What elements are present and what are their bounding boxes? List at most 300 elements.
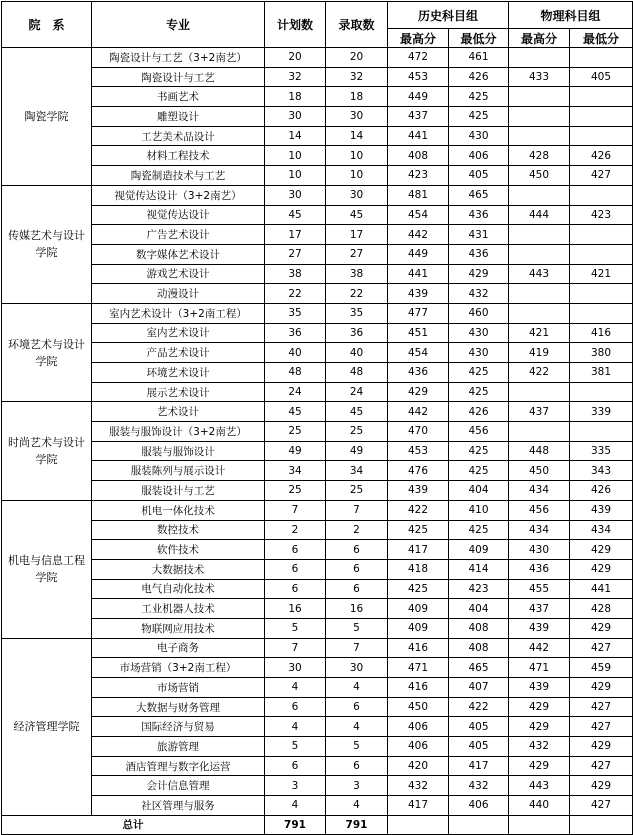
plan-cell: 6 bbox=[265, 540, 326, 560]
plan-cell: 10 bbox=[265, 166, 326, 186]
history-min-cell: 430 bbox=[449, 126, 509, 146]
plan-cell: 48 bbox=[265, 363, 326, 383]
plan-cell: 7 bbox=[265, 638, 326, 658]
table-row bbox=[2, 481, 633, 501]
admit-cell: 4 bbox=[326, 717, 388, 737]
admit-cell: 6 bbox=[326, 697, 388, 717]
admit-cell: 38 bbox=[326, 264, 388, 284]
admit-cell: 22 bbox=[326, 284, 388, 304]
history-max-cell: 441 bbox=[388, 264, 449, 284]
dept-cell: 时尚艺术与设计学院 bbox=[2, 402, 92, 500]
physics-min-cell: 429 bbox=[570, 737, 633, 757]
history-max-cell: 472 bbox=[388, 48, 449, 68]
major-cell: 服装与服饰设计 bbox=[92, 441, 265, 461]
physics-max-cell: 439 bbox=[509, 618, 570, 638]
physics-min-cell bbox=[570, 48, 633, 68]
history-max-cell: 418 bbox=[388, 559, 449, 579]
physics-max-cell: 439 bbox=[509, 678, 570, 698]
physics-min-cell: 405 bbox=[570, 67, 633, 87]
plan-cell: 3 bbox=[265, 776, 326, 796]
table-row bbox=[2, 67, 633, 87]
admit-cell: 24 bbox=[326, 382, 388, 402]
major-cell: 展示艺术设计 bbox=[92, 382, 265, 402]
plan-cell: 2 bbox=[265, 520, 326, 540]
admit-cell: 45 bbox=[326, 205, 388, 225]
admit-cell: 25 bbox=[326, 422, 388, 442]
table-row bbox=[2, 599, 633, 619]
physics-min-cell: 429 bbox=[570, 776, 633, 796]
major-cell: 材料工程技术 bbox=[92, 146, 265, 166]
header-physics-group: 物理科目组 bbox=[509, 2, 633, 29]
history-max-cell: 409 bbox=[388, 618, 449, 638]
major-cell: 陶瓷设计与工艺 bbox=[92, 67, 265, 87]
table-row bbox=[2, 323, 633, 343]
physics-max-cell: 448 bbox=[509, 441, 570, 461]
physics-max-cell: 450 bbox=[509, 461, 570, 481]
dept-cell: 机电与信息工程学院 bbox=[2, 500, 92, 638]
physics-max-cell bbox=[509, 382, 570, 402]
physics-min-cell bbox=[570, 422, 633, 442]
physics-max-cell: 455 bbox=[509, 579, 570, 599]
history-max-cell: 437 bbox=[388, 107, 449, 127]
physics-min-cell bbox=[570, 382, 633, 402]
physics-min-cell: 381 bbox=[570, 363, 633, 383]
plan-cell: 16 bbox=[265, 599, 326, 619]
table-row bbox=[2, 264, 633, 284]
table-row bbox=[2, 284, 633, 304]
physics-min-cell: 427 bbox=[570, 697, 633, 717]
history-min-cell: 432 bbox=[449, 776, 509, 796]
table-row bbox=[2, 225, 633, 245]
major-cell: 电子商务 bbox=[92, 638, 265, 658]
table-row bbox=[2, 107, 633, 127]
physics-min-cell bbox=[570, 303, 633, 323]
admit-cell: 17 bbox=[326, 225, 388, 245]
admit-cell: 18 bbox=[326, 87, 388, 107]
physics-min-cell: 427 bbox=[570, 717, 633, 737]
physics-max-cell: 430 bbox=[509, 540, 570, 560]
history-min-cell: 436 bbox=[449, 205, 509, 225]
physics-min-cell: 429 bbox=[570, 559, 633, 579]
header-physics-min: 最低分 bbox=[570, 29, 633, 48]
table-row bbox=[2, 540, 633, 560]
table-row bbox=[2, 737, 633, 757]
admit-cell: 2 bbox=[326, 520, 388, 540]
physics-max-cell bbox=[509, 126, 570, 146]
history-min-cell: 460 bbox=[449, 303, 509, 323]
admit-cell: 16 bbox=[326, 599, 388, 619]
physics-max-cell bbox=[509, 225, 570, 245]
major-cell: 室内艺术设计 bbox=[92, 323, 265, 343]
physics-min-cell bbox=[570, 225, 633, 245]
admit-cell: 7 bbox=[326, 638, 388, 658]
physics-min-cell: 423 bbox=[570, 205, 633, 225]
header-major: 专业 bbox=[92, 2, 265, 48]
physics-min-cell: 343 bbox=[570, 461, 633, 481]
major-cell: 机电一体化技术 bbox=[92, 500, 265, 520]
history-max-cell: 451 bbox=[388, 323, 449, 343]
major-cell: 服装陈列与展示设计 bbox=[92, 461, 265, 481]
physics-min-cell: 429 bbox=[570, 618, 633, 638]
total-empty-cell bbox=[509, 815, 570, 834]
history-min-cell: 425 bbox=[449, 382, 509, 402]
history-max-cell: 453 bbox=[388, 67, 449, 87]
total-row bbox=[2, 815, 633, 834]
plan-cell: 20 bbox=[265, 48, 326, 68]
physics-min-cell: 459 bbox=[570, 658, 633, 678]
admit-cell: 35 bbox=[326, 303, 388, 323]
major-cell: 市场营销 bbox=[92, 678, 265, 698]
admission-score-table bbox=[1, 1, 633, 835]
major-cell: 软件技术 bbox=[92, 540, 265, 560]
table-row bbox=[2, 382, 633, 402]
major-cell: 旅游管理 bbox=[92, 737, 265, 757]
table-row bbox=[2, 126, 633, 146]
table-row bbox=[2, 422, 633, 442]
physics-max-cell: 442 bbox=[509, 638, 570, 658]
major-cell: 服装设计与工艺 bbox=[92, 481, 265, 501]
history-max-cell: 425 bbox=[388, 520, 449, 540]
total-plan: 791 bbox=[265, 815, 326, 834]
history-max-cell: 454 bbox=[388, 205, 449, 225]
major-cell: 陶瓷制造技术与工艺 bbox=[92, 166, 265, 186]
table-row bbox=[2, 185, 633, 205]
history-min-cell: 425 bbox=[449, 520, 509, 540]
history-min-cell: 430 bbox=[449, 343, 509, 363]
total-admit: 791 bbox=[326, 815, 388, 834]
table-row bbox=[2, 48, 633, 68]
plan-cell: 6 bbox=[265, 697, 326, 717]
physics-min-cell: 428 bbox=[570, 599, 633, 619]
admit-cell: 30 bbox=[326, 185, 388, 205]
major-cell: 室内艺术设计（3+2南工程） bbox=[92, 303, 265, 323]
physics-min-cell bbox=[570, 284, 633, 304]
plan-cell: 4 bbox=[265, 796, 326, 816]
physics-min-cell bbox=[570, 185, 633, 205]
major-cell: 艺术设计 bbox=[92, 402, 265, 422]
header-history-group: 历史科目组 bbox=[388, 2, 509, 29]
physics-max-cell: 421 bbox=[509, 323, 570, 343]
physics-min-cell: 426 bbox=[570, 146, 633, 166]
history-min-cell: 422 bbox=[449, 697, 509, 717]
total-label: 总计 bbox=[2, 815, 265, 834]
physics-min-cell: 421 bbox=[570, 264, 633, 284]
physics-min-cell: 380 bbox=[570, 343, 633, 363]
physics-max-cell bbox=[509, 284, 570, 304]
table-row bbox=[2, 500, 633, 520]
major-cell: 陶瓷设计与工艺（3+2南艺） bbox=[92, 48, 265, 68]
admit-cell: 10 bbox=[326, 166, 388, 186]
physics-max-cell: 450 bbox=[509, 166, 570, 186]
history-min-cell: 436 bbox=[449, 244, 509, 264]
table-row bbox=[2, 717, 633, 737]
major-cell: 大数据技术 bbox=[92, 559, 265, 579]
major-cell: 雕塑设计 bbox=[92, 107, 265, 127]
physics-max-cell bbox=[509, 303, 570, 323]
table-row bbox=[2, 461, 633, 481]
header-admit: 录取数 bbox=[326, 2, 388, 48]
plan-cell: 24 bbox=[265, 382, 326, 402]
admit-cell: 30 bbox=[326, 107, 388, 127]
table-row bbox=[2, 166, 633, 186]
total-empty-cell bbox=[449, 815, 509, 834]
dept-cell: 陶瓷学院 bbox=[2, 48, 92, 186]
physics-min-cell: 427 bbox=[570, 166, 633, 186]
history-min-cell: 408 bbox=[449, 638, 509, 658]
history-max-cell: 477 bbox=[388, 303, 449, 323]
history-min-cell: 417 bbox=[449, 756, 509, 776]
history-min-cell: 405 bbox=[449, 717, 509, 737]
table-row bbox=[2, 441, 633, 461]
plan-cell: 22 bbox=[265, 284, 326, 304]
physics-min-cell: 339 bbox=[570, 402, 633, 422]
table-row bbox=[2, 658, 633, 678]
major-cell: 书画艺术 bbox=[92, 87, 265, 107]
header-plan: 计划数 bbox=[265, 2, 326, 48]
admit-cell: 20 bbox=[326, 48, 388, 68]
table-row bbox=[2, 776, 633, 796]
table-row bbox=[2, 678, 633, 698]
table-row bbox=[2, 205, 633, 225]
major-cell: 社区管理与服务 bbox=[92, 796, 265, 816]
history-min-cell: 406 bbox=[449, 146, 509, 166]
major-cell: 国际经济与贸易 bbox=[92, 717, 265, 737]
admit-cell: 32 bbox=[326, 67, 388, 87]
plan-cell: 6 bbox=[265, 559, 326, 579]
table-row bbox=[2, 244, 633, 264]
table-row bbox=[2, 618, 633, 638]
physics-max-cell: 444 bbox=[509, 205, 570, 225]
physics-max-cell: 428 bbox=[509, 146, 570, 166]
admit-cell: 6 bbox=[326, 579, 388, 599]
history-max-cell: 422 bbox=[388, 500, 449, 520]
history-min-cell: 456 bbox=[449, 422, 509, 442]
admit-cell: 45 bbox=[326, 402, 388, 422]
major-cell: 视觉传达设计 bbox=[92, 205, 265, 225]
major-cell: 服装与服饰设计（3+2南艺） bbox=[92, 422, 265, 442]
table-row bbox=[2, 343, 633, 363]
history-min-cell: 408 bbox=[449, 618, 509, 638]
table-row bbox=[2, 697, 633, 717]
total-empty-cell bbox=[388, 815, 449, 834]
history-min-cell: 425 bbox=[449, 441, 509, 461]
plan-cell: 36 bbox=[265, 323, 326, 343]
major-cell: 数控技术 bbox=[92, 520, 265, 540]
history-min-cell: 425 bbox=[449, 107, 509, 127]
plan-cell: 4 bbox=[265, 678, 326, 698]
admit-cell: 30 bbox=[326, 658, 388, 678]
physics-max-cell: 434 bbox=[509, 520, 570, 540]
plan-cell: 5 bbox=[265, 737, 326, 757]
physics-min-cell bbox=[570, 244, 633, 264]
admit-cell: 6 bbox=[326, 559, 388, 579]
header-physics-max: 最高分 bbox=[509, 29, 570, 48]
plan-cell: 25 bbox=[265, 422, 326, 442]
physics-min-cell: 416 bbox=[570, 323, 633, 343]
history-max-cell: 406 bbox=[388, 737, 449, 757]
admit-cell: 4 bbox=[326, 796, 388, 816]
admit-cell: 40 bbox=[326, 343, 388, 363]
admit-cell: 6 bbox=[326, 540, 388, 560]
table-row bbox=[2, 796, 633, 816]
admit-cell: 10 bbox=[326, 146, 388, 166]
physics-max-cell bbox=[509, 244, 570, 264]
plan-cell: 34 bbox=[265, 461, 326, 481]
admit-cell: 48 bbox=[326, 363, 388, 383]
major-cell: 工艺美术品设计 bbox=[92, 126, 265, 146]
table-row bbox=[2, 559, 633, 579]
physics-max-cell bbox=[509, 87, 570, 107]
history-min-cell: 425 bbox=[449, 363, 509, 383]
plan-cell: 18 bbox=[265, 87, 326, 107]
history-max-cell: 439 bbox=[388, 284, 449, 304]
history-min-cell: 429 bbox=[449, 264, 509, 284]
total-empty-cell bbox=[570, 815, 633, 834]
plan-cell: 14 bbox=[265, 126, 326, 146]
history-min-cell: 405 bbox=[449, 737, 509, 757]
major-cell: 市场营销（3+2南工程） bbox=[92, 658, 265, 678]
admit-cell: 5 bbox=[326, 737, 388, 757]
physics-max-cell: 429 bbox=[509, 717, 570, 737]
physics-max-cell: 429 bbox=[509, 756, 570, 776]
dept-cell: 经济管理学院 bbox=[2, 638, 92, 815]
physics-max-cell: 434 bbox=[509, 481, 570, 501]
history-max-cell: 471 bbox=[388, 658, 449, 678]
plan-cell: 27 bbox=[265, 244, 326, 264]
table-row bbox=[2, 363, 633, 383]
physics-max-cell bbox=[509, 185, 570, 205]
history-max-cell: 476 bbox=[388, 461, 449, 481]
history-max-cell: 432 bbox=[388, 776, 449, 796]
history-max-cell: 441 bbox=[388, 126, 449, 146]
plan-cell: 30 bbox=[265, 107, 326, 127]
history-max-cell: 442 bbox=[388, 402, 449, 422]
table-row bbox=[2, 520, 633, 540]
physics-min-cell: 427 bbox=[570, 796, 633, 816]
history-max-cell: 450 bbox=[388, 697, 449, 717]
plan-cell: 7 bbox=[265, 500, 326, 520]
physics-min-cell: 335 bbox=[570, 441, 633, 461]
physics-min-cell bbox=[570, 107, 633, 127]
history-max-cell: 470 bbox=[388, 422, 449, 442]
physics-max-cell: 437 bbox=[509, 599, 570, 619]
history-max-cell: 436 bbox=[388, 363, 449, 383]
admit-cell: 25 bbox=[326, 481, 388, 501]
physics-max-cell: 422 bbox=[509, 363, 570, 383]
physics-min-cell: 427 bbox=[570, 756, 633, 776]
history-min-cell: 404 bbox=[449, 481, 509, 501]
table-body bbox=[2, 48, 633, 816]
major-cell: 游戏艺术设计 bbox=[92, 264, 265, 284]
plan-cell: 32 bbox=[265, 67, 326, 87]
dept-cell: 环境艺术与设计学院 bbox=[2, 303, 92, 401]
plan-cell: 45 bbox=[265, 205, 326, 225]
physics-min-cell: 429 bbox=[570, 678, 633, 698]
history-min-cell: 432 bbox=[449, 284, 509, 304]
plan-cell: 45 bbox=[265, 402, 326, 422]
physics-max-cell: 437 bbox=[509, 402, 570, 422]
dept-cell: 传媒艺术与设计学院 bbox=[2, 185, 92, 303]
history-min-cell: 465 bbox=[449, 658, 509, 678]
history-max-cell: 425 bbox=[388, 579, 449, 599]
admit-cell: 6 bbox=[326, 756, 388, 776]
plan-cell: 35 bbox=[265, 303, 326, 323]
history-min-cell: 410 bbox=[449, 500, 509, 520]
history-max-cell: 416 bbox=[388, 678, 449, 698]
history-min-cell: 404 bbox=[449, 599, 509, 619]
history-min-cell: 405 bbox=[449, 166, 509, 186]
history-max-cell: 417 bbox=[388, 796, 449, 816]
physics-max-cell: 419 bbox=[509, 343, 570, 363]
table-row bbox=[2, 579, 633, 599]
plan-cell: 49 bbox=[265, 441, 326, 461]
history-max-cell: 408 bbox=[388, 146, 449, 166]
admit-cell: 4 bbox=[326, 678, 388, 698]
history-max-cell: 481 bbox=[388, 185, 449, 205]
table-row bbox=[2, 756, 633, 776]
major-cell: 广告艺术设计 bbox=[92, 225, 265, 245]
plan-cell: 17 bbox=[265, 225, 326, 245]
plan-cell: 10 bbox=[265, 146, 326, 166]
physics-min-cell bbox=[570, 126, 633, 146]
admit-cell: 34 bbox=[326, 461, 388, 481]
history-max-cell: 416 bbox=[388, 638, 449, 658]
history-min-cell: 407 bbox=[449, 678, 509, 698]
table-row bbox=[2, 146, 633, 166]
major-cell: 酒店管理与数字化运营 bbox=[92, 756, 265, 776]
major-cell: 动漫设计 bbox=[92, 284, 265, 304]
history-max-cell: 449 bbox=[388, 244, 449, 264]
major-cell: 大数据与财务管理 bbox=[92, 697, 265, 717]
admit-cell: 36 bbox=[326, 323, 388, 343]
admit-cell: 49 bbox=[326, 441, 388, 461]
history-min-cell: 461 bbox=[449, 48, 509, 68]
history-min-cell: 430 bbox=[449, 323, 509, 343]
major-cell: 环境艺术设计 bbox=[92, 363, 265, 383]
plan-cell: 40 bbox=[265, 343, 326, 363]
admit-cell: 3 bbox=[326, 776, 388, 796]
history-max-cell: 417 bbox=[388, 540, 449, 560]
table-row bbox=[2, 303, 633, 323]
plan-cell: 30 bbox=[265, 185, 326, 205]
history-max-cell: 423 bbox=[388, 166, 449, 186]
header-dept: 院 系 bbox=[2, 2, 92, 48]
admit-cell: 7 bbox=[326, 500, 388, 520]
physics-min-cell: 441 bbox=[570, 579, 633, 599]
physics-max-cell: 443 bbox=[509, 776, 570, 796]
history-max-cell: 442 bbox=[388, 225, 449, 245]
history-min-cell: 426 bbox=[449, 402, 509, 422]
history-max-cell: 454 bbox=[388, 343, 449, 363]
major-cell: 物联网应用技术 bbox=[92, 618, 265, 638]
history-min-cell: 414 bbox=[449, 559, 509, 579]
table-row bbox=[2, 402, 633, 422]
history-min-cell: 409 bbox=[449, 540, 509, 560]
plan-cell: 4 bbox=[265, 717, 326, 737]
admit-cell: 5 bbox=[326, 618, 388, 638]
admit-cell: 27 bbox=[326, 244, 388, 264]
physics-max-cell bbox=[509, 107, 570, 127]
physics-max-cell: 436 bbox=[509, 559, 570, 579]
major-cell: 视觉传达设计（3+2南艺） bbox=[92, 185, 265, 205]
plan-cell: 30 bbox=[265, 658, 326, 678]
plan-cell: 38 bbox=[265, 264, 326, 284]
physics-max-cell: 471 bbox=[509, 658, 570, 678]
physics-min-cell: 434 bbox=[570, 520, 633, 540]
history-max-cell: 453 bbox=[388, 441, 449, 461]
table-row bbox=[2, 87, 633, 107]
history-min-cell: 426 bbox=[449, 67, 509, 87]
